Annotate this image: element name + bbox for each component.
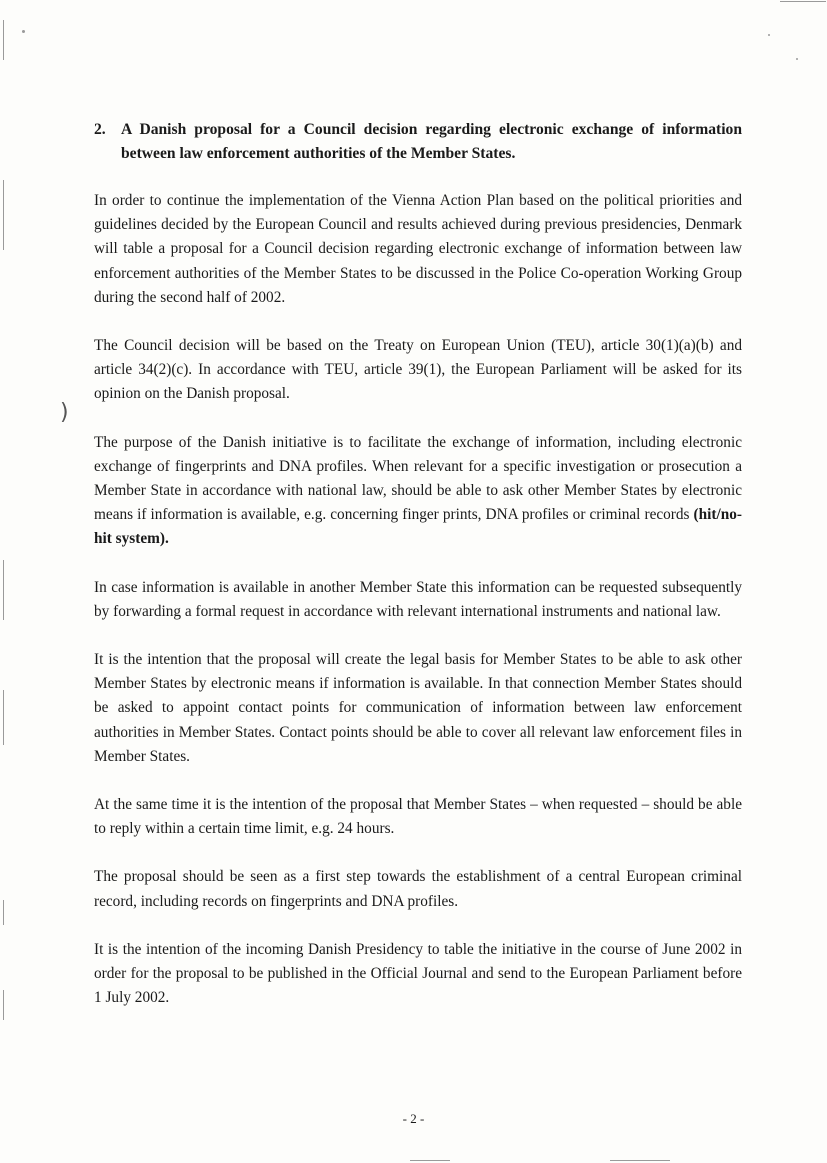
section-title: A Danish proposal for a Council decision regarding electronic exchange of information between law enforcement authorities of the Member States. [121,121,742,162]
scan-edge-line [3,560,4,620]
scan-edge-line [3,690,4,745]
paragraph-contact-points: It is the intention that the proposal will create the legal basis for Member States to be able to ask other Member States by electronic means if information is available. In that connection Member States should be asked to appoint contact points for communication of information between law enforcement authorities in Member States. Contact points should be able to cover all relevant law enforcement files in Member States. [94,651,742,765]
scan-edge-line [610,1160,670,1161]
paragraph-purpose [94,431,742,552]
scan-bracket-mark: ) [60,400,69,425]
section-number: 2. [94,121,106,138]
scan-edge-line [410,1160,450,1161]
scan-edge-line [3,990,4,1020]
paragraph-vienna-action-plan: In order to continue the implementation of the Vienna Action Plan based on the political priorities and guidelines decided by the European Council and results achieved during previous presidencies, Denmark will table a proposal for a Council decision regarding electronic exchange of information between law enforcement authorities of the Member States to be discussed in the Police Co-operation Working Group during the second half of 2002. [94,192,742,306]
paragraph-presidency-timeline: It is the intention of the incoming Danish Presidency to table the initiative in the course of June 2002 in order for the proposal to be published in the Official Journal and send to the European Parliament before 1 July 2002. [94,940,742,1007]
paragraph-legal-basis: The Council decision will be based on the Treaty on European Union (TEU), article 30(1)(a)(b) and article 34(2)(c). In accordance with TEU, article 39(1), the European Parliament will be asked for its opinion on the Danish proposal. [94,337,742,403]
scan-speck [796,58,798,60]
scan-speck [768,34,770,36]
paragraph-time-limit: At the same time it is the intention of the proposal that Member States – when requested – should be able to reply within a certain time limit, e.g. 24 hours. [94,796,742,838]
paragraph-formal-request: In case information is available in another Member State this information can be requested subsequently by forwarding a formal request in accordance with relevant international instruments and national law. [94,578,742,620]
scan-edge-line [3,900,4,925]
document-page [94,118,742,1010]
paragraph-first-step: The proposal should be seen as a first step towards the establishment of a central European criminal record, including records on fingerprints and DNA profiles. [94,868,742,910]
hit-no-hit-emphasis: (hit/no-hit system). [94,506,742,548]
page-number: - 2 - [402,1111,425,1126]
scan-edge-line [780,1,826,2]
section-heading [94,118,742,166]
paragraph-purpose-text: The purpose of the Danish initiative is to facilitate the exchange of information, including electronic exchange of fingerprints and DNA profiles. When relevant for a specific investigation or prosecution a Member State in accordance with national law, should be able to ask other Member States by electronic means if information is available, e.g. concerning finger prints, DNA profiles or criminal records [94,433,742,524]
scan-edge-line [3,180,4,250]
scan-edge-line [3,20,4,60]
scan-speck [22,30,25,33]
